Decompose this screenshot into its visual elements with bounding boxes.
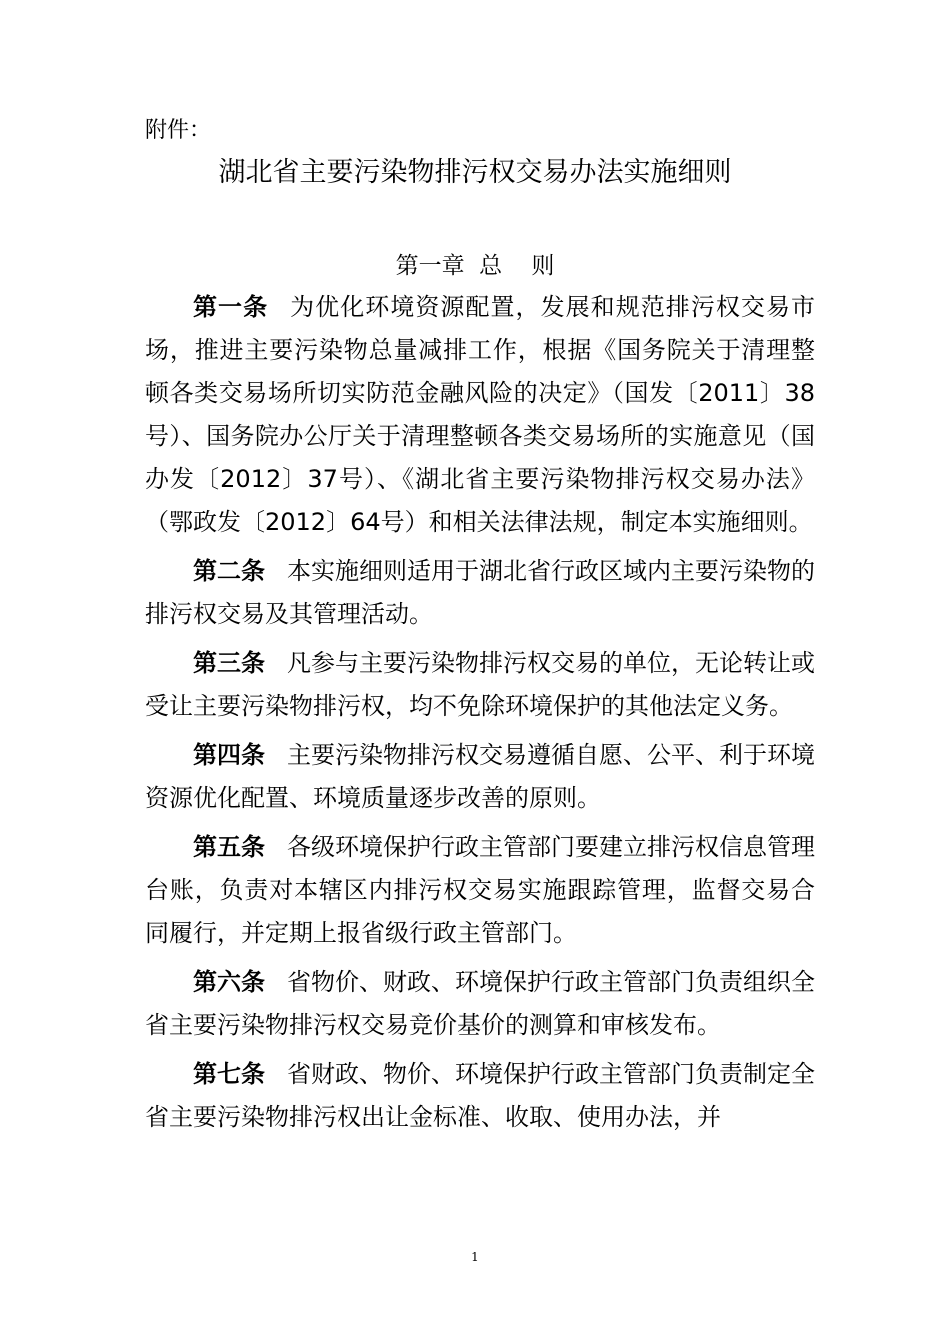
article-label: 第三条 bbox=[193, 649, 265, 677]
article-text: 凡参与主要污染物排污权交易的单位，无论转让或受让主要污染物排污权，均不免除环境保护的其他法定义务。 bbox=[145, 649, 815, 720]
page-number: 1 bbox=[471, 1250, 479, 1264]
article-text: 省财政、物价、环境保护行政主管部门负责制定全省主要污染物排污权出让金标准、收取、使用办法，并 bbox=[145, 1060, 815, 1131]
article-text: 主要污染物排污权交易遵循自愿、公平、利于环境资源优化配置、环境质量逐步改善的原则。 bbox=[145, 741, 815, 812]
article-6 bbox=[145, 961, 815, 1047]
article-text: 本实施细则适用于湖北省行政区域内主要污染物的排污权交易及其管理活动。 bbox=[145, 557, 815, 628]
article-label: 第二条 bbox=[193, 557, 265, 585]
attachment-label: 附件： bbox=[145, 118, 212, 143]
article-2 bbox=[145, 550, 815, 636]
article-5 bbox=[145, 826, 815, 955]
document-title: 湖北省主要污染物排污权交易办法实施细则 bbox=[218, 157, 732, 188]
chapter-title: 第一章 总 则 bbox=[395, 253, 555, 279]
article-text: 为优化环境资源配置，发展和规范排污权交易市场，推进主要污染物总量减排工作，根据《国务院关于清理整顿各类交易场所切实防范金融风险的决定》（国发〔2011〕38号）、国务院办公厅关于清理整顿各类交易场所的实施意见（国办发〔2012〕37号）、《湖北省主要污染物排污权交易办法》（鄂政发〔2012〕64号）和相关法律法规，制定本实施细则。 bbox=[145, 293, 816, 536]
article-label: 第四条 bbox=[193, 741, 265, 769]
article-label: 第六条 bbox=[193, 968, 265, 996]
article-4 bbox=[145, 734, 815, 820]
article-text: 省物价、财政、环境保护行政主管部门负责组织全省主要污染物排污权交易竞价基价的测算和审核发布。 bbox=[145, 968, 815, 1039]
article-text: 各级环境保护行政主管部门要建立排污权信息管理台账，负责对本辖区内排污权交易实施跟踪管理，监督交易合同履行，并定期上报省级行政主管部门。 bbox=[145, 833, 815, 947]
article-3 bbox=[145, 642, 815, 728]
article-label: 第一条 bbox=[193, 293, 269, 321]
article-1 bbox=[145, 286, 815, 544]
document-body bbox=[145, 286, 815, 1139]
article-label: 第五条 bbox=[193, 833, 265, 861]
article-label: 第七条 bbox=[193, 1060, 265, 1088]
article-7 bbox=[145, 1053, 815, 1139]
